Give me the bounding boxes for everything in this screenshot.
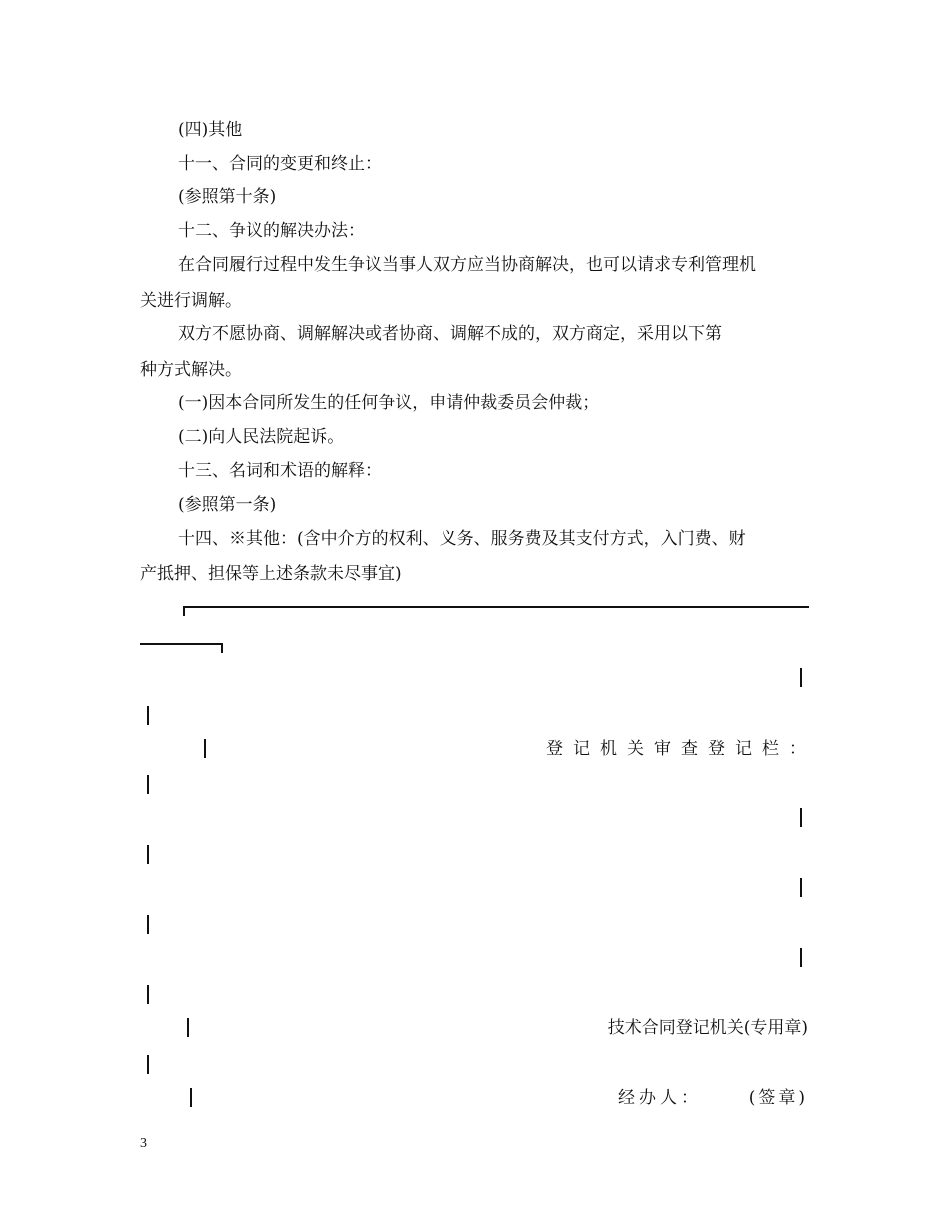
item-4-other: (四)其他: [178, 120, 243, 140]
box-border-right: [800, 948, 802, 967]
dispute-para-1a: 在合同履行过程中发生争议当事人双方应当协商解决，也可以请求专利管理机: [178, 255, 756, 275]
box-border-right: [800, 878, 802, 897]
heading-12: 十二、争议的解决办法：: [178, 221, 365, 241]
option-2: (二)向人民法院起诉。: [178, 427, 345, 447]
registration-review-label: 登记机关审查登记栏：: [546, 739, 816, 759]
box-border-left: [147, 1055, 149, 1074]
page-number: 3: [140, 1136, 147, 1151]
box-corner-top-left: [183, 606, 185, 616]
handler-label: 经办人：: [618, 1088, 702, 1108]
box-border-left: [147, 706, 149, 725]
heading-13: 十三、名词和术语的解释：: [178, 461, 382, 481]
dispute-para-1b: 关进行调解。: [140, 291, 242, 311]
dispute-para-2b: 种方式解决。: [140, 360, 242, 380]
box-border-right: [800, 808, 802, 827]
ref-article-1: (参照第一条): [178, 495, 277, 515]
box-corner-top-right: [221, 643, 223, 653]
box-border-right: [800, 668, 802, 687]
dispute-para-2a: 双方不愿协商、调解解决或者协商、调解不成的，双方商定，采用以下第: [178, 324, 722, 344]
ref-article-10: (参照第十条): [178, 187, 277, 207]
box-border-left: [187, 1018, 189, 1037]
heading-11: 十一、合同的变更和终止：: [178, 154, 382, 174]
signature-label: (签章): [748, 1088, 808, 1108]
heading-14a: 十四、※其他：(含中介方的权利、义务、服务费及其支付方式，入门费、财: [178, 529, 746, 549]
option-1: (一)因本合同所发生的任何争议，申请仲裁委员会仲裁；: [178, 393, 600, 413]
box-border-left: [190, 1088, 192, 1107]
box-border-left: [147, 845, 149, 864]
registration-authority-seal: 技术合同登记机关(专用章): [607, 1018, 808, 1038]
box-top-rule-wrap: [140, 643, 222, 645]
box-border-left: [147, 985, 149, 1004]
box-top-rule: [183, 606, 809, 608]
box-border-left: [147, 915, 149, 934]
box-border-left: [147, 775, 149, 794]
heading-14b: 产抵押、担保等上述条款未尽事宜): [140, 564, 402, 584]
box-border-left: [204, 739, 206, 758]
